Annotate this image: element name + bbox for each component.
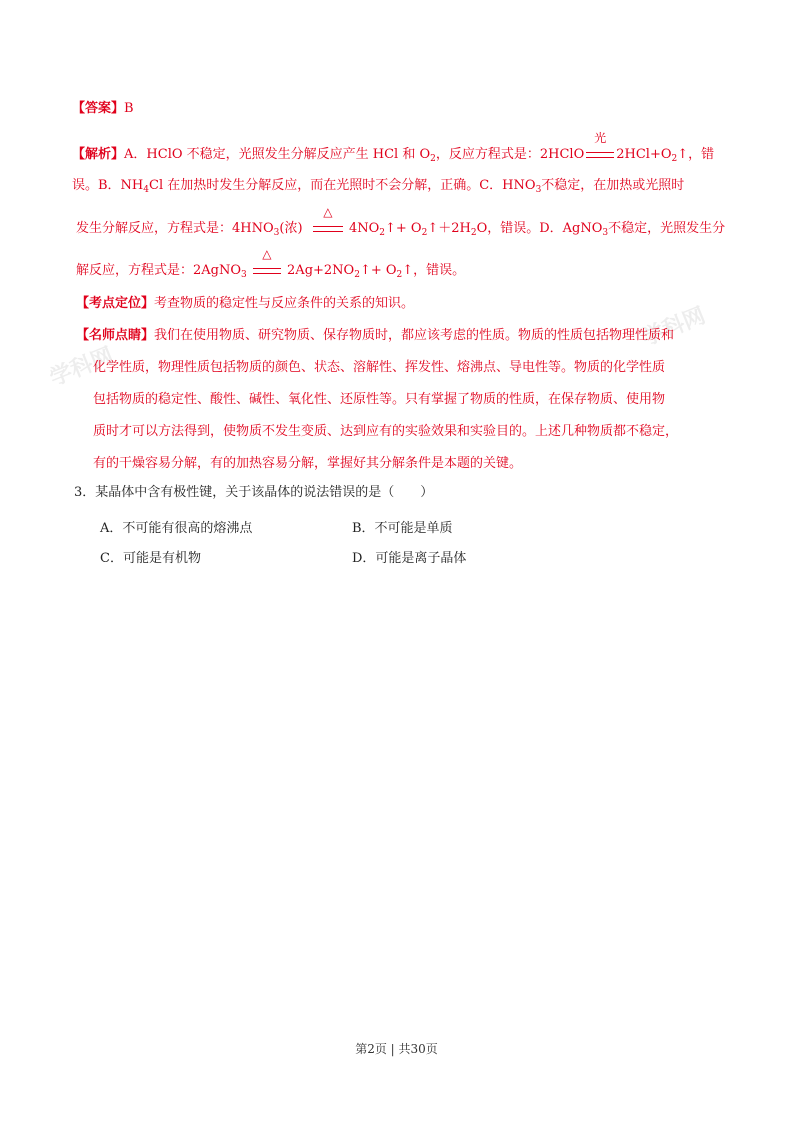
kaodian-text: 考查物质的稳定性与反应条件的关系的知识。: [154, 296, 415, 311]
condition-label: △: [262, 247, 272, 261]
subscript: 2: [354, 270, 360, 280]
mingshi-line-5: 有的干燥容易分解，有的加热容易分解，掌握好其分解条件是本题的关键。: [93, 456, 523, 471]
subscript: 2: [421, 228, 428, 238]
option-d: D．可能是离子晶体: [352, 551, 467, 566]
mingshi-line-3: 包括物质的稳定性、酸性、碱性、氧化性、还原性等。只有掌握了物质的性质，在保存物质、使用物: [93, 392, 666, 407]
watermark-right: 学科网: [638, 303, 710, 352]
analysis-line-4: [76, 247, 466, 284]
analysis-text: 不稳定，在加热或光照时: [541, 178, 685, 193]
subscript: 2: [379, 228, 385, 238]
kaodian-label: 【考点定位】: [76, 296, 155, 311]
analysis-text: O，错误。D．AgNO: [476, 221, 603, 236]
analysis-text: 解反应，方程式是：2AgNO: [76, 263, 242, 278]
subscript: 3: [535, 185, 542, 195]
kaodian-line: [76, 295, 414, 313]
analysis-text: Cl 在加热时发生分解反应，而在光照时不会分解，正确。C．HNO: [149, 178, 536, 193]
mingshi-label: 【名师点睛】: [76, 328, 155, 343]
analysis-text: 误。B．NH: [72, 178, 144, 193]
analysis-label: 【解析】: [72, 147, 125, 162]
subscript: 2: [396, 270, 403, 280]
answer-label: 【答案】: [72, 101, 125, 116]
page-footer: 第2页 | 共30页: [355, 1042, 438, 1056]
answer-line: [72, 100, 134, 118]
mingshi-line-1: [76, 327, 674, 345]
analysis-text: ↑，错误。: [402, 263, 466, 278]
subscript: 4: [143, 185, 149, 195]
question-stem: 3．某晶体中含有极性键，关于该晶体的说法错误的是（ ）: [74, 485, 434, 500]
answer-value: B: [124, 101, 134, 116]
analysis-text: A．HClO 不稳定，光照发生分解反应产生 HCl 和 O: [124, 147, 431, 162]
analysis-text: 发生分解反应，方程式是：4HNO: [76, 221, 274, 236]
option-a: A．不可能有很高的熔沸点: [100, 521, 253, 536]
condition-label: △: [323, 205, 333, 219]
subscript: 2: [430, 154, 436, 164]
reaction-condition-heat: [253, 247, 281, 280]
subscript: 3: [602, 228, 609, 238]
analysis-text: ，反应方程式是：2HClO: [435, 147, 585, 162]
analysis-text: 4NO: [348, 221, 380, 236]
analysis-text: 2HCl+O: [616, 147, 672, 162]
analysis-line-1: [72, 131, 715, 168]
condition-label: 光: [594, 131, 607, 145]
watermark-left: 学科网: [46, 343, 118, 392]
analysis-text: ↑+ O: [385, 221, 422, 236]
analysis-text: 不稳定，光照发生分: [608, 221, 726, 236]
reaction-condition-light: [586, 131, 614, 164]
reaction-condition-heat: [313, 205, 343, 238]
analysis-text: (浓): [279, 221, 303, 236]
mingshi-line-2: 化学性质，物理性质包括物质的颜色、状态、溶解性、挥发性、熔沸点、导电性等。物质的化学性质: [93, 360, 666, 375]
analysis-text: ↑，错: [677, 147, 715, 162]
mingshi-text: 我们在使用物质、研究物质、保存物质时，都应该考虑的性质。物质的性质包括物理性质和: [154, 328, 675, 343]
analysis-text: ↑＋2H: [427, 221, 471, 236]
subscript: 3: [273, 228, 280, 238]
subscript: 3: [241, 270, 247, 280]
subscript: 2: [671, 154, 678, 164]
analysis-line-3: [76, 205, 726, 242]
mingshi-line-4: 质时才可以方法得到，使物质不发生变质、达到应有的实验效果和实验目的。上述几种物质都不稳定，: [93, 424, 679, 439]
analysis-text: 2Ag+2NO: [287, 263, 355, 278]
option-c: C．可能是有机物: [100, 551, 201, 566]
analysis-line-2: [72, 177, 684, 199]
subscript: 2: [470, 228, 477, 238]
option-b: B．不可能是单质: [352, 521, 453, 536]
analysis-text: ↑+ O: [359, 263, 397, 278]
